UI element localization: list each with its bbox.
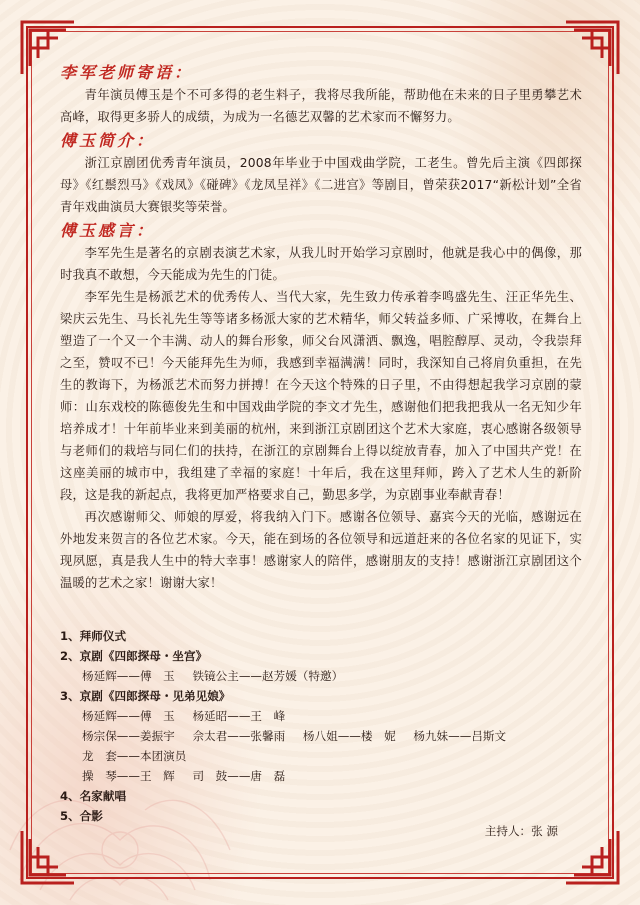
thanks-paragraph-1: 李军先生是著名的京剧表演艺术家，从我儿时开始学习京剧时，他就是我心中的偶像，那时我真不敢想，今天能成为先生的门徒。 (60, 246, 582, 282)
cast-entry: 杨宗保——姜振宇 (82, 729, 175, 743)
cast-row (82, 666, 580, 686)
thanks-heading: 傅玉感言： (60, 221, 156, 240)
host-credit: 主持人：张 源 (484, 824, 558, 838)
cast-entry: 龙 套——本团演员 (82, 749, 187, 763)
cast-entry: 杨八姐——楼 妮 (302, 729, 396, 743)
cast-entry: 杨延辉——傅 玉 (82, 669, 175, 683)
program-item-5: 5、合影 (60, 809, 103, 823)
cast-entry: 杨九妹——吕斯文 (413, 729, 507, 743)
program-item-4: 4、名家献唱 (60, 789, 127, 803)
teacher-message-heading: 李军老师寄语： (60, 63, 194, 82)
program-item-2: 2、京剧《四郎探母・坐宫》 (60, 649, 208, 663)
cast-entry: 铁镜公主——赵芳媛（特邀） (192, 669, 344, 683)
program-list (60, 626, 580, 826)
cast-row (82, 746, 580, 766)
thanks-section (60, 220, 582, 594)
profile-heading: 傅玉简介： (60, 131, 156, 150)
corner-ornament-bottom-left (18, 827, 78, 887)
cast-row (82, 706, 580, 726)
cast-entry: 操 琴——王 辉 (82, 769, 175, 783)
cast-entry: 佘太君——张馨雨 (192, 729, 286, 743)
program-item-3: 3、京剧《四郎探母・见弟见娘》 (60, 689, 231, 703)
thanks-paragraph-3: 再次感谢师父、师娘的厚爱，将我纳入门下。感谢各位领导、嘉宾今天的光临，感谢远在外地发来贺言的各位艺术家。今天，能在到场的各位领导和远道赶来的各位名家的见证下，实现夙愿，真是我人生中的特大幸事！感谢家人的陪伴，感谢朋友的支持！感谢浙江京剧团这个温暖的艺术之家！谢谢大家！ (60, 510, 582, 590)
teacher-message-section (60, 62, 582, 128)
cast-row (82, 766, 580, 786)
cast-entry: 司 鼓——唐 磊 (192, 769, 286, 783)
main-content (60, 62, 582, 596)
cast-entry: 杨延辉——傅 玉 (82, 709, 175, 723)
corner-ornament-bottom-right (562, 827, 622, 887)
cast-entry: 杨延昭——王 峰 (192, 709, 286, 723)
profile-section (60, 130, 582, 218)
teacher-message-text: 青年演员傅玉是个不可多得的老生料子，我将尽我所能，帮助他在未来的日子里勇攀艺术高峰，取得更多骄人的成绩，为成为一名德艺双馨的艺术家而不懈努力。 (60, 88, 582, 124)
cast-row (82, 726, 580, 746)
thanks-paragraph-2: 李军先生是杨派艺术的优秀传人、当代大家，先生致力传承着李鸣盛先生、汪正华先生、梁庆云先生、马长礼先生等等诸多杨派大家的艺术精华，师父转益多师、广采博收，在舞台上塑造了一个又一个丰满、动人的舞台形象，师父台风潇洒、飘逸，唱腔醇厚、灵动，令我崇拜之至，赞叹不已！今天能拜先生为师，我感到幸福满满！同时，我深知自己将肩负重担，在先生的教诲下，为杨派艺术而努力拼搏！在今天这个特殊的日子里，不由得想起我学习京剧的蒙师：山东戏校的陈德俊先生和中国戏曲学院的李文才先生，感谢他们把我把我从一名无知少年培养成才！十年前毕业来到美丽的杭州，来到浙江京剧团这个艺术大家庭，衷心感谢各级领导与老师们的栽培与同仁们的扶持，在浙江的京剧舞台上得以绽放青春，加入了中国共产党！在这座美丽的城市中，我组建了幸福的家庭！十年后，我在这里拜师，跨入了艺术人生的新阶段，这是我的新起点，我将更加严格要求自己，勤思多学，为京剧事业奉献青春！ (60, 290, 582, 502)
program-item-1: 1、拜师仪式 (60, 629, 127, 643)
profile-text: 浙江京剧团优秀青年演员，2008年毕业于中国戏曲学院，工老生。曾先后主演《四郎探母》《红鬃烈马》《戏凤》《碰碑》《龙凤呈祥》《二进宫》等剧目，曾荣获2017“新松计划”全省青年戏曲演员大赛银奖等荣誉。 (60, 156, 582, 214)
